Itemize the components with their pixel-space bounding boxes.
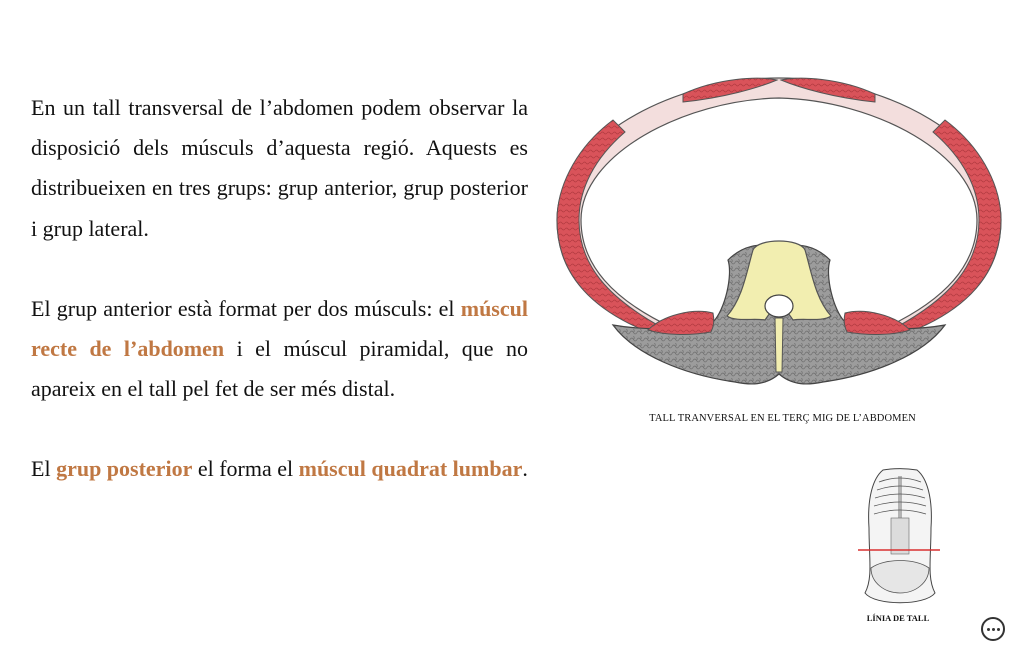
paragraph-anterior-text-end: i el múscul piramidal, que no apareix en el tall pel fet de ser més distal. — [31, 336, 528, 402]
link-grup-posterior[interactable]: grup posterior — [56, 456, 193, 482]
paragraph-posterior-group — [31, 449, 528, 489]
paragraph-intro — [31, 88, 528, 249]
spinal-canal — [765, 295, 793, 317]
torso-locator-illustration — [855, 468, 945, 608]
locator-caption: LÍNIA DE TALL — [866, 613, 930, 623]
abdomen-cross-section-illustration — [553, 70, 1005, 392]
paragraph-posterior-text-middle: el forma el — [192, 456, 299, 482]
quadratus-lumborum-right — [844, 311, 910, 334]
figure-caption: TALL TRANVERSAL EN EL TERÇ MIG DE L’ABDOMEN — [649, 413, 916, 424]
rectus-region — [891, 518, 909, 554]
more-horizontal-icon-dot — [992, 628, 995, 631]
more-horizontal-icon — [987, 628, 990, 631]
text-column — [31, 88, 528, 530]
paragraph-posterior-text-start: El — [31, 456, 57, 482]
paragraph-anterior-text-start: El grup anterior està format per dos músculs: el — [31, 295, 461, 321]
spinous-process — [775, 318, 783, 372]
paragraph-intro-text: En un tall transversal de l’abdomen podem observar la disposició dels músculs d’aquesta regió. Aquests es distribueixen en tres grups: grup anterior, grup posterior i grup lateral. — [31, 95, 528, 241]
more-options-button[interactable] — [981, 617, 1005, 641]
paragraph-posterior-text-end: . — [522, 456, 528, 482]
paragraph-anterior-group — [31, 289, 528, 410]
link-quadrat-lumbar[interactable]: múscul quadrat lumbar — [298, 456, 523, 482]
quadratus-lumborum-left — [648, 311, 714, 334]
more-horizontal-icon-dot — [997, 628, 1000, 631]
link-recte-abdomen[interactable]: múscul recte de l’abdomen — [31, 295, 528, 362]
